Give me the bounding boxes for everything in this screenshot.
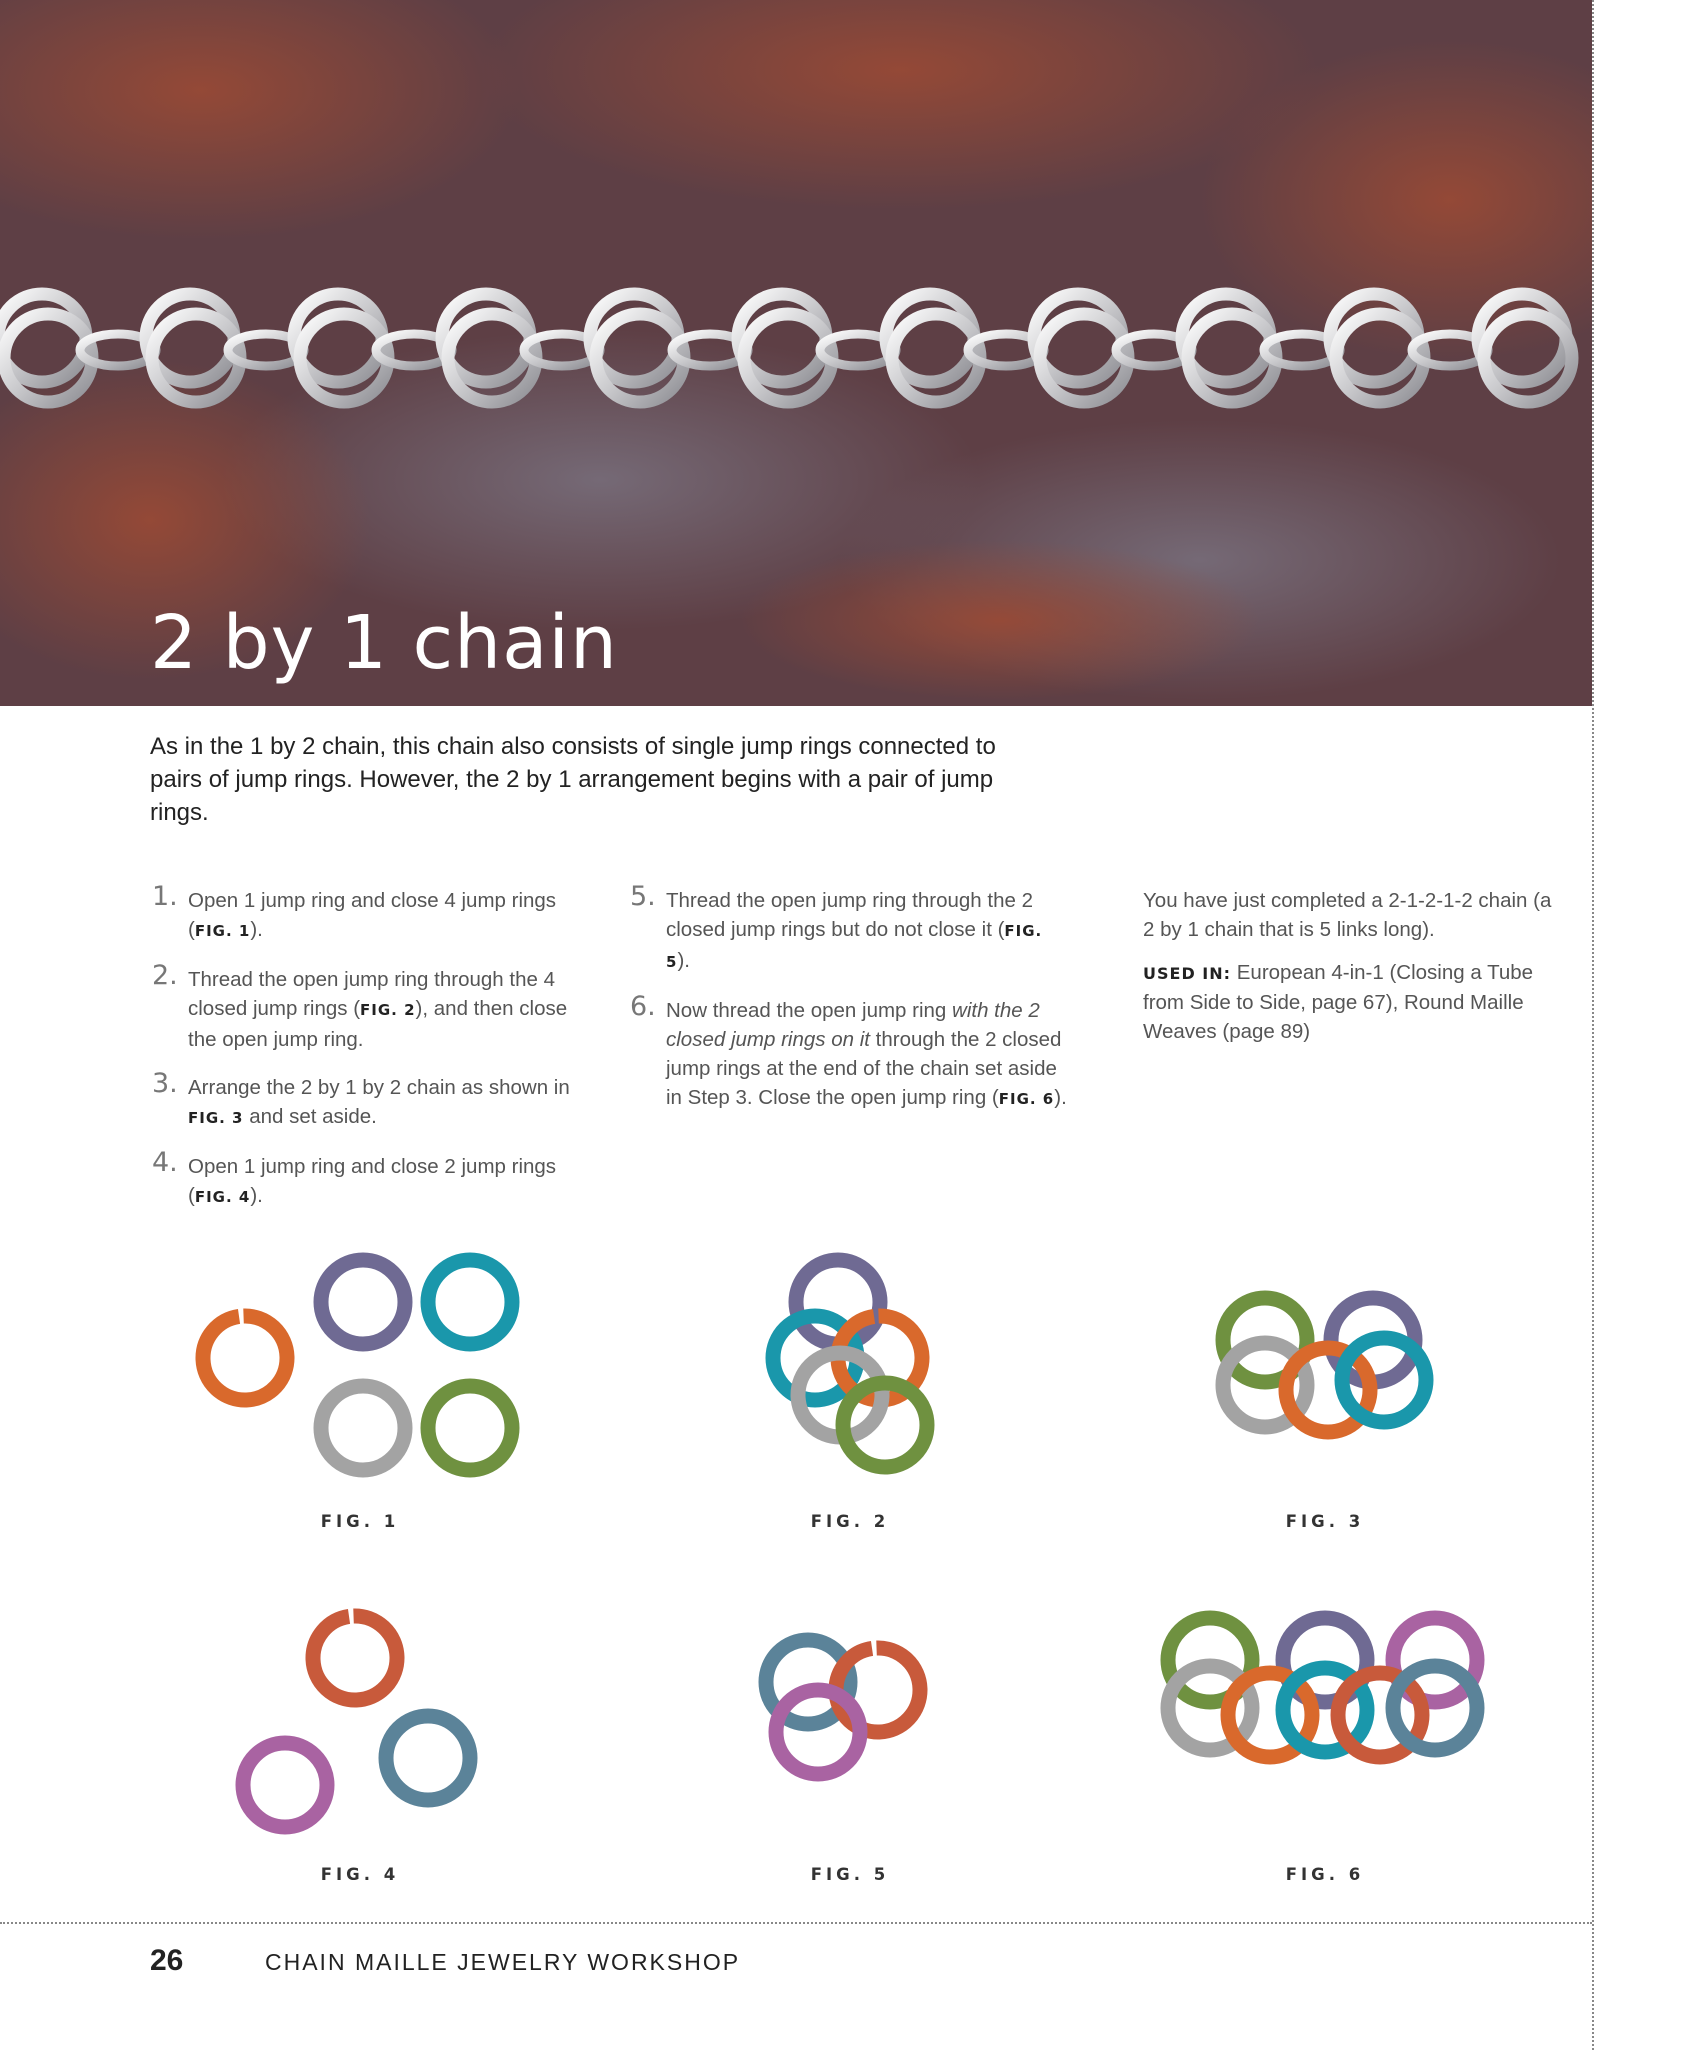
fig-4-caption: FIG. 4 bbox=[320, 1865, 400, 1884]
fig-4-rings bbox=[180, 1590, 540, 1850]
figure-reference: FIG. 4 bbox=[194, 1188, 251, 1206]
fig-6-rings bbox=[1140, 1590, 1520, 1850]
conclusion-text: You have just completed a 2-1-2-1-2 chain (a 2 by 1 chain that is 5 links long). bbox=[1143, 889, 1552, 941]
figure-reference: FIG. 5 bbox=[666, 922, 1043, 971]
step-text-tail: ). bbox=[250, 918, 263, 941]
step-text: Open 1 jump ring and close 4 jump rings ( bbox=[188, 889, 557, 941]
step-number: 5. bbox=[630, 881, 656, 912]
step-text-italic: with the 2 closed jump rings on it bbox=[666, 999, 1040, 1051]
steps-column-2 bbox=[628, 881, 1068, 1133]
fig-2-caption: FIG. 2 bbox=[810, 1512, 890, 1531]
figure-3 bbox=[1140, 1240, 1500, 1500]
orange-ring bbox=[202, 1315, 289, 1402]
step-number: 2. bbox=[152, 960, 178, 991]
purple-ring bbox=[321, 1260, 405, 1344]
slate-ring bbox=[386, 1716, 470, 1800]
figure-reference: FIG. 6 bbox=[998, 1090, 1055, 1108]
step-number: 1. bbox=[152, 881, 178, 912]
rust-ring bbox=[312, 1615, 399, 1702]
step-text: through the 2 closed jump rings at the end of the chain set aside in Step 3. Close the open jump ring ( bbox=[666, 1028, 1062, 1109]
magenta-ring bbox=[243, 1743, 327, 1827]
page-title: 2 by 1 chain bbox=[150, 600, 618, 686]
summary-column bbox=[1143, 886, 1553, 1060]
step-text-tail: ), and then close the open jump ring. bbox=[188, 997, 568, 1051]
step-text: Thread the open jump ring through the 4 closed jump rings ( bbox=[188, 968, 555, 1020]
fig-2-rings bbox=[660, 1240, 1020, 1500]
step-1 bbox=[150, 881, 590, 946]
step-text: Open 1 jump ring and close 2 jump rings ( bbox=[188, 1155, 557, 1207]
magenta-ring bbox=[776, 1690, 860, 1774]
margin-rule bbox=[1592, 0, 1594, 2050]
step-number: 3. bbox=[152, 1068, 178, 1099]
step-text-tail: ). bbox=[1054, 1086, 1067, 1109]
figure-5 bbox=[660, 1590, 1020, 1850]
fig-1-rings bbox=[180, 1240, 540, 1500]
gray-ring bbox=[321, 1386, 405, 1470]
figure-4 bbox=[180, 1590, 540, 1850]
step-2 bbox=[150, 960, 590, 1054]
step-text: Thread the open jump ring through the 2 closed jump rings but do not close it ( bbox=[666, 889, 1033, 941]
step-3 bbox=[150, 1068, 590, 1133]
step-text-tail: ). bbox=[677, 949, 690, 972]
step-text-tail: and set aside. bbox=[243, 1105, 377, 1128]
figure-6 bbox=[1140, 1590, 1520, 1850]
step-text: Arrange the 2 by 1 by 2 chain as shown in bbox=[188, 1076, 570, 1099]
steps-column-1 bbox=[150, 881, 590, 1231]
figure-reference: FIG. 2 bbox=[360, 1001, 416, 1019]
figure-2 bbox=[660, 1240, 1020, 1500]
figure-reference: FIG. 1 bbox=[194, 922, 251, 940]
step-number: 4. bbox=[152, 1147, 178, 1178]
step-5 bbox=[628, 881, 1068, 977]
used-in-note bbox=[1143, 958, 1553, 1046]
step-number: 6. bbox=[630, 991, 656, 1022]
footer-rule bbox=[0, 1922, 1592, 1924]
green-ring bbox=[428, 1386, 512, 1470]
fig-3-caption: FIG. 3 bbox=[1285, 1512, 1365, 1531]
fig-6-caption: FIG. 6 bbox=[1285, 1865, 1365, 1884]
fig-5-rings bbox=[660, 1590, 1020, 1850]
figure-reference: FIG. 3 bbox=[188, 1109, 244, 1127]
fig-1-caption: FIG. 1 bbox=[320, 1512, 400, 1531]
figure-1 bbox=[180, 1240, 540, 1500]
step-6 bbox=[628, 991, 1068, 1114]
page-number: 26 bbox=[150, 1944, 184, 1977]
step-4 bbox=[150, 1147, 590, 1212]
intro-paragraph: As in the 1 by 2 chain, this chain also consists of single jump rings connected to pairs of jump rings. However, the 2 by 1 arrangement begins with a pair of jump rings. bbox=[150, 733, 996, 826]
fig-5-caption: FIG. 5 bbox=[810, 1865, 890, 1884]
teal-ring bbox=[428, 1260, 512, 1344]
fig-3-rings bbox=[1140, 1240, 1500, 1500]
step-text-before: Now thread the open jump ring bbox=[666, 999, 953, 1022]
used-in-label: USED IN: bbox=[1143, 964, 1232, 983]
used-in-text: European 4-in-1 (Closing a Tube from Side to Side, page 67), Round Maille Weaves (page 89) bbox=[1143, 961, 1534, 1043]
book-title: CHAIN MAILLE JEWELRY WORKSHOP bbox=[265, 1949, 741, 1975]
step-text-tail: ). bbox=[250, 1184, 263, 1207]
